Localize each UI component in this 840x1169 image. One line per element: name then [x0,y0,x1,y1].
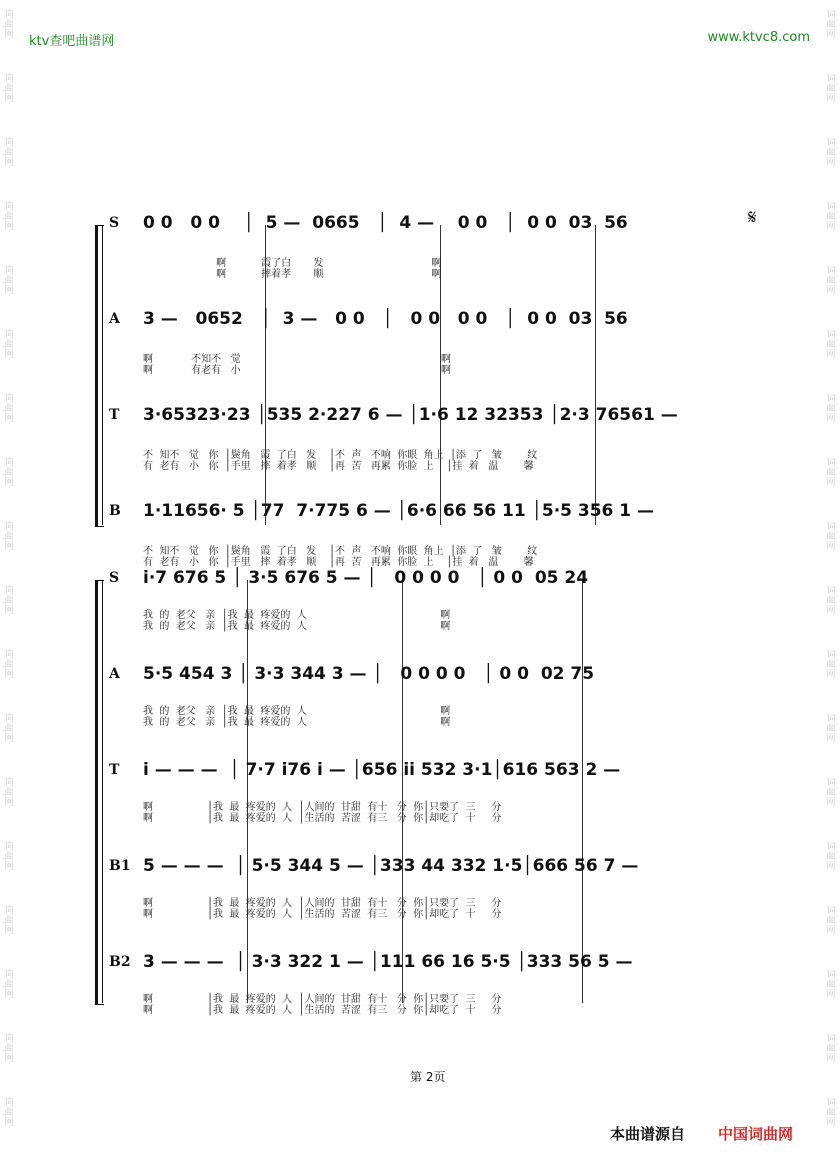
segno-sign: 𝄋 [748,205,757,229]
lyric-line: 啊 │我 最 疼爱的 人 │生活的 苦涩 有三 分 你│却吃了 十 分 [143,909,502,920]
lyric-line: 啊 │我 最 疼爱的 人 │人间的 甘甜 有十 分 你│只要了 三 分 [143,994,502,1005]
watermark-text: 词曲网 [4,650,14,680]
part-label: B1 [109,858,131,874]
watermark-text: 词曲网 [4,906,14,936]
lyric-line: 啊 霞了白 发 啊 [143,258,442,269]
part-label: B [109,503,121,519]
notation-row: 5·5 454 3 │ 3·3 344 3 — │ 0 0 0 0 │ 0 0 02 75 [143,664,595,684]
notation-row: 3 — 0652 │ 3 — 0 0 │ 0 0 0 0 │ 0 0 03 56 [143,309,628,329]
notation-row: i — — — │ 7·7 i76 i — │656 ii 532 3·1│616 563 2 — [143,760,621,780]
watermark-text: 词曲网 [826,906,836,936]
barline [247,580,248,1003]
lyric-line: 我 的 老父 亲 │我 最 疼爱的 人 啊 [143,621,451,632]
watermark-text: 词曲网 [826,266,836,296]
lyric-line: 有 老有 小 你 │手里 摔 着孝 顺 │再 苦 再累 你脸 上 │挂 着 温 馨 [143,461,534,472]
watermark-text: 词曲网 [4,714,14,744]
watermark-text: 词曲网 [826,842,836,872]
barline [595,225,596,525]
lyric-line: 不 知不 觉 你 │鬓角 霞 了白 发 │不 声 不响 你眼 角上 │添 了 皱 纹 [143,546,538,557]
watermark-text: 词曲网 [4,970,14,1000]
lyric-line: 啊 │我 最 疼爱的 人 │人间的 甘甜 有十 分 你│只要了 三 分 [143,802,502,813]
lyric-line: 不 知不 觉 你 │鬓角 霞 了白 发 │不 声 不响 你眼 角上 │添 了 皱 纹 [143,450,538,461]
lyric-line: 我 的 老父 亲 │我 最 疼爱的 人 啊 [143,610,451,621]
score-system-2 [95,568,751,1016]
watermark-text: 词曲网 [4,394,14,424]
source-label: 本曲谱源自 [610,1125,686,1143]
watermark-text: 词曲网 [4,522,14,552]
system-brace-line [102,580,103,1003]
watermark-text: 词曲网 [4,586,14,616]
watermark-text: 词曲网 [826,330,836,360]
watermark-text: 词曲网 [826,714,836,744]
part-label: T [109,407,120,423]
lyric-line: 我 的 老父 亲 │我 最 疼爱的 人 啊 [143,717,451,728]
watermark-text: 词曲网 [4,74,14,104]
notation-row: 3·65323·23 │535 2·227 6 — │1·6 12 32353 │2·3 76561 — [143,405,678,425]
lyric-line: 啊 摔着孝 顺 啊 [143,269,442,280]
lyric-line: 啊 有老有 小 啊 [143,365,451,376]
lyric-line: 啊 │我 最 疼爱的 人 │人间的 甘甜 有十 分 你│只要了 三 分 [143,898,502,909]
notation-row: 5 — — — │ 5·5 344 5 — │333 44 332 1·5│666 56 7 — [143,856,639,876]
site-url-right[interactable]: www.ktvc8.com [707,30,810,45]
watermark-text: 词曲网 [826,586,836,616]
part-label: B2 [109,954,131,970]
watermark-text: 词曲网 [4,1098,14,1128]
watermark-text: 词曲网 [4,266,14,296]
lyric-line: 有 老有 小 你 │手里 摔 着孝 顺 │再 苦 再累 你脸 上 │挂 着 温 馨 [143,557,534,568]
watermark-text: 词曲网 [826,394,836,424]
part-label: A [109,666,120,682]
lyric-line: 我 的 老父 亲 │我 最 疼爱的 人 啊 [143,706,451,717]
watermark-text: 词曲网 [826,778,836,808]
watermark-text: 词曲网 [4,10,14,40]
watermark-text: 词曲网 [4,842,14,872]
notation-row: 3 — — — │ 3·3 322 1 — │111 66 16 5·5 │333 56 5 — [143,952,633,972]
part-label: A [109,311,120,327]
left-watermark-strip [2,0,16,1169]
barline [582,580,583,1003]
system-brace-line [102,225,103,525]
lyric-line: 啊 │我 最 疼爱的 人 │生活的 苦涩 有三 分 你│却吃了 十 分 [143,813,502,824]
lyric-line: 啊 │我 最 疼爱的 人 │生活的 苦涩 有三 分 你│却吃了 十 分 [143,1005,502,1016]
watermark-text: 词曲网 [826,138,836,168]
source-site-link[interactable]: 中国词曲网 [718,1125,794,1143]
watermark-text: 词曲网 [826,1034,836,1064]
part-label: S [109,570,120,586]
watermark-text: 词曲网 [826,202,836,232]
lyric-line: 啊 不知不 觉 啊 [143,354,451,365]
watermark-text: 词曲网 [4,1034,14,1064]
notation-row: 0 0 0 0 │ 5 — 0665 │ 4 — 0 0 │ 0 0 03 56 [143,213,628,233]
watermark-text: 词曲网 [826,458,836,488]
watermark-text: 词曲网 [4,330,14,360]
part-label: S [109,215,120,231]
watermark-text: 词曲网 [826,970,836,1000]
watermark-text: 词曲网 [4,458,14,488]
watermark-text: 词曲网 [4,778,14,808]
page-number: 第 2页 [410,1070,446,1084]
watermark-text: 词曲网 [826,1098,836,1128]
notation-row: i·7 676 5 │ 3·5 676 5 — │ 0 0 0 0 │ 0 0 05 24 [143,568,589,588]
watermark-text: 词曲网 [826,10,836,40]
watermark-text: 词曲网 [826,522,836,552]
barline [402,580,403,1003]
watermark-text: 词曲网 [4,202,14,232]
watermark-text: 词曲网 [826,74,836,104]
watermark-text: 词曲网 [826,650,836,680]
site-name-left[interactable]: ktv查吧曲谱网 [29,34,115,49]
watermark-text: 词曲网 [4,138,14,168]
notation-row: 1·11656· 5 │77 7·775 6 — │6·6 66 56 11 │5·5 356 1 — [143,501,655,521]
right-watermark-strip [824,0,838,1169]
score-system-1 [95,213,751,568]
part-label: T [109,762,120,778]
